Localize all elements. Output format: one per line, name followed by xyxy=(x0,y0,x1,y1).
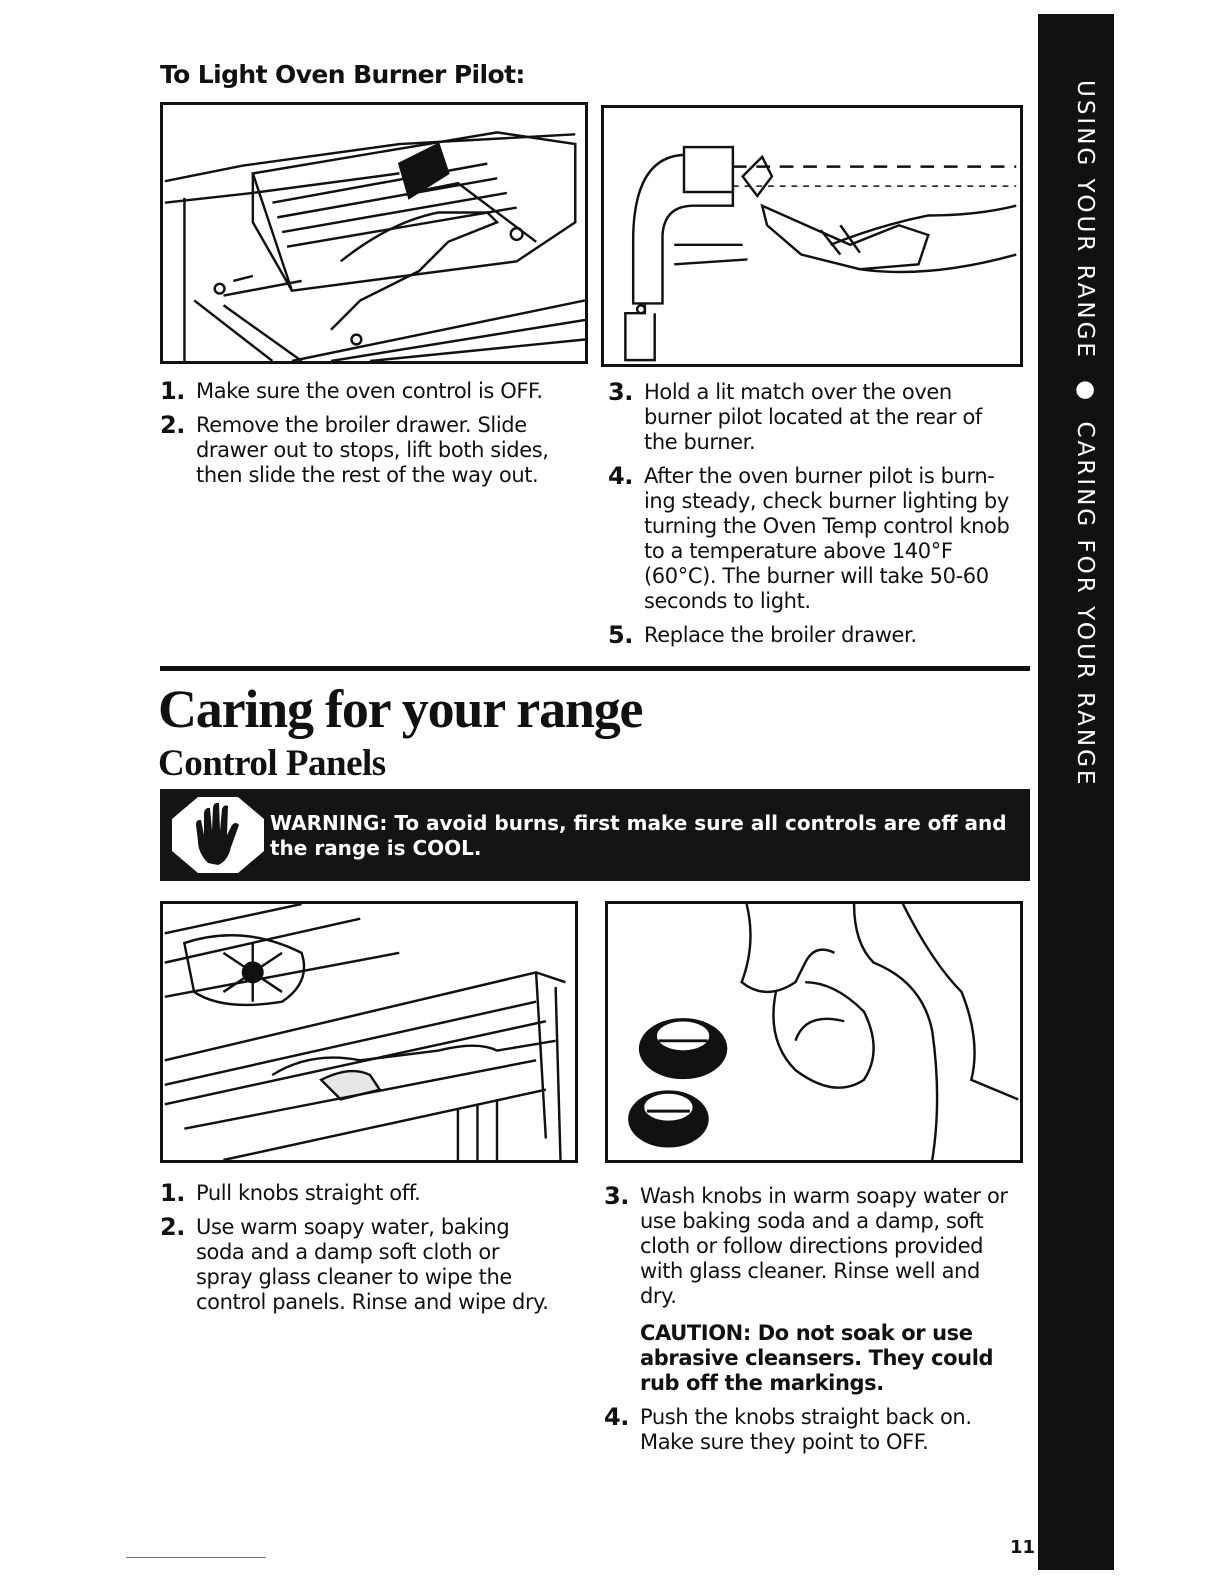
stop-hand-icon xyxy=(168,795,268,875)
step-number: 4. xyxy=(604,1403,630,1431)
warning-banner xyxy=(160,789,1030,881)
step-number: 2. xyxy=(160,1213,186,1241)
list-item xyxy=(160,1181,560,1206)
broiler-drawer-drawing xyxy=(163,105,585,361)
side-tab-right-text: CARING FOR YOUR RANGE xyxy=(1072,421,1098,788)
section-divider xyxy=(160,666,1030,671)
side-tab-bullet: ● xyxy=(1072,376,1098,406)
list-item xyxy=(608,464,1020,614)
step-text: Remove the broiler drawer. Slide drawer out to stops, lift both sides, then slide the rest of the way out. xyxy=(196,413,549,487)
list-item xyxy=(160,379,560,404)
side-tab-left-text: USING YOUR RANGE xyxy=(1072,80,1098,360)
list-item xyxy=(608,623,1020,648)
side-tab-label xyxy=(1054,80,1098,800)
pilot-heading: To Light Oven Burner Pilot: xyxy=(160,60,525,89)
step-text: Hold a lit match over the oven burner pilot located at the rear of the burner. xyxy=(644,380,982,454)
caution-note: CAUTION: Do not soak or use abrasive cleansers. They could rub off the markings. xyxy=(640,1321,994,1395)
step-text: Replace the broiler drawer. xyxy=(644,623,917,647)
step-text: Pull knobs straight off. xyxy=(196,1181,421,1205)
wiping-panel-drawing xyxy=(163,904,575,1160)
wiping-control-panel-illustration xyxy=(160,901,578,1163)
list-item xyxy=(160,1215,560,1315)
step-text: Push the knobs straight back on. Make sure they point to OFF. xyxy=(640,1405,972,1454)
list-item xyxy=(160,413,560,488)
list-item xyxy=(604,1184,1020,1396)
step-text: Use warm soapy water, baking soda and a damp soft cloth or spray glass cleaner to wipe the control panels. Rinse and wipe dry. xyxy=(196,1215,549,1314)
broiler-drawer-illustration xyxy=(160,102,588,364)
page-number: 11 xyxy=(1010,1537,1036,1558)
pilot-steps-left xyxy=(160,379,560,497)
step-number: 4. xyxy=(608,462,634,490)
pilot-lighting-drawing xyxy=(604,108,1020,364)
step-number: 2. xyxy=(160,411,186,439)
step-text: Make sure the oven control is OFF. xyxy=(196,379,543,403)
step-text: After the oven burner pilot is burn-ing steady, check burner lighting by turning the Oven Temp control knob to a temperature above 140°F (60°C). The burner will take 50-60 seconds to light. xyxy=(644,464,1010,613)
step-number: 1. xyxy=(160,377,186,405)
warning-text: WARNING: To avoid burns, first make sure all controls are off and the range is COOL. xyxy=(270,811,1007,860)
footer-line xyxy=(126,1557,266,1558)
caring-steps-right xyxy=(604,1184,1020,1464)
pilot-lighting-illustration xyxy=(601,105,1023,367)
step-number: 3. xyxy=(608,378,634,406)
knobs-washing-illustration xyxy=(605,901,1023,1163)
control-panels-subtitle: Control Panels xyxy=(158,743,386,784)
pilot-steps-right xyxy=(608,380,1020,657)
step-text: Wash knobs in warm soapy water or use baking soda and a damp, soft cloth or follow directions provided with glass cleaner. Rinse well and dry. xyxy=(640,1184,1008,1308)
step-number: 3. xyxy=(604,1182,630,1210)
caring-steps-left xyxy=(160,1181,560,1324)
page-title: Caring for your range xyxy=(158,679,643,739)
knobs-drawing xyxy=(608,904,1020,1160)
list-item xyxy=(604,1405,1020,1455)
step-number: 1. xyxy=(160,1179,186,1207)
list-item xyxy=(608,380,1020,455)
step-number: 5. xyxy=(608,621,634,649)
